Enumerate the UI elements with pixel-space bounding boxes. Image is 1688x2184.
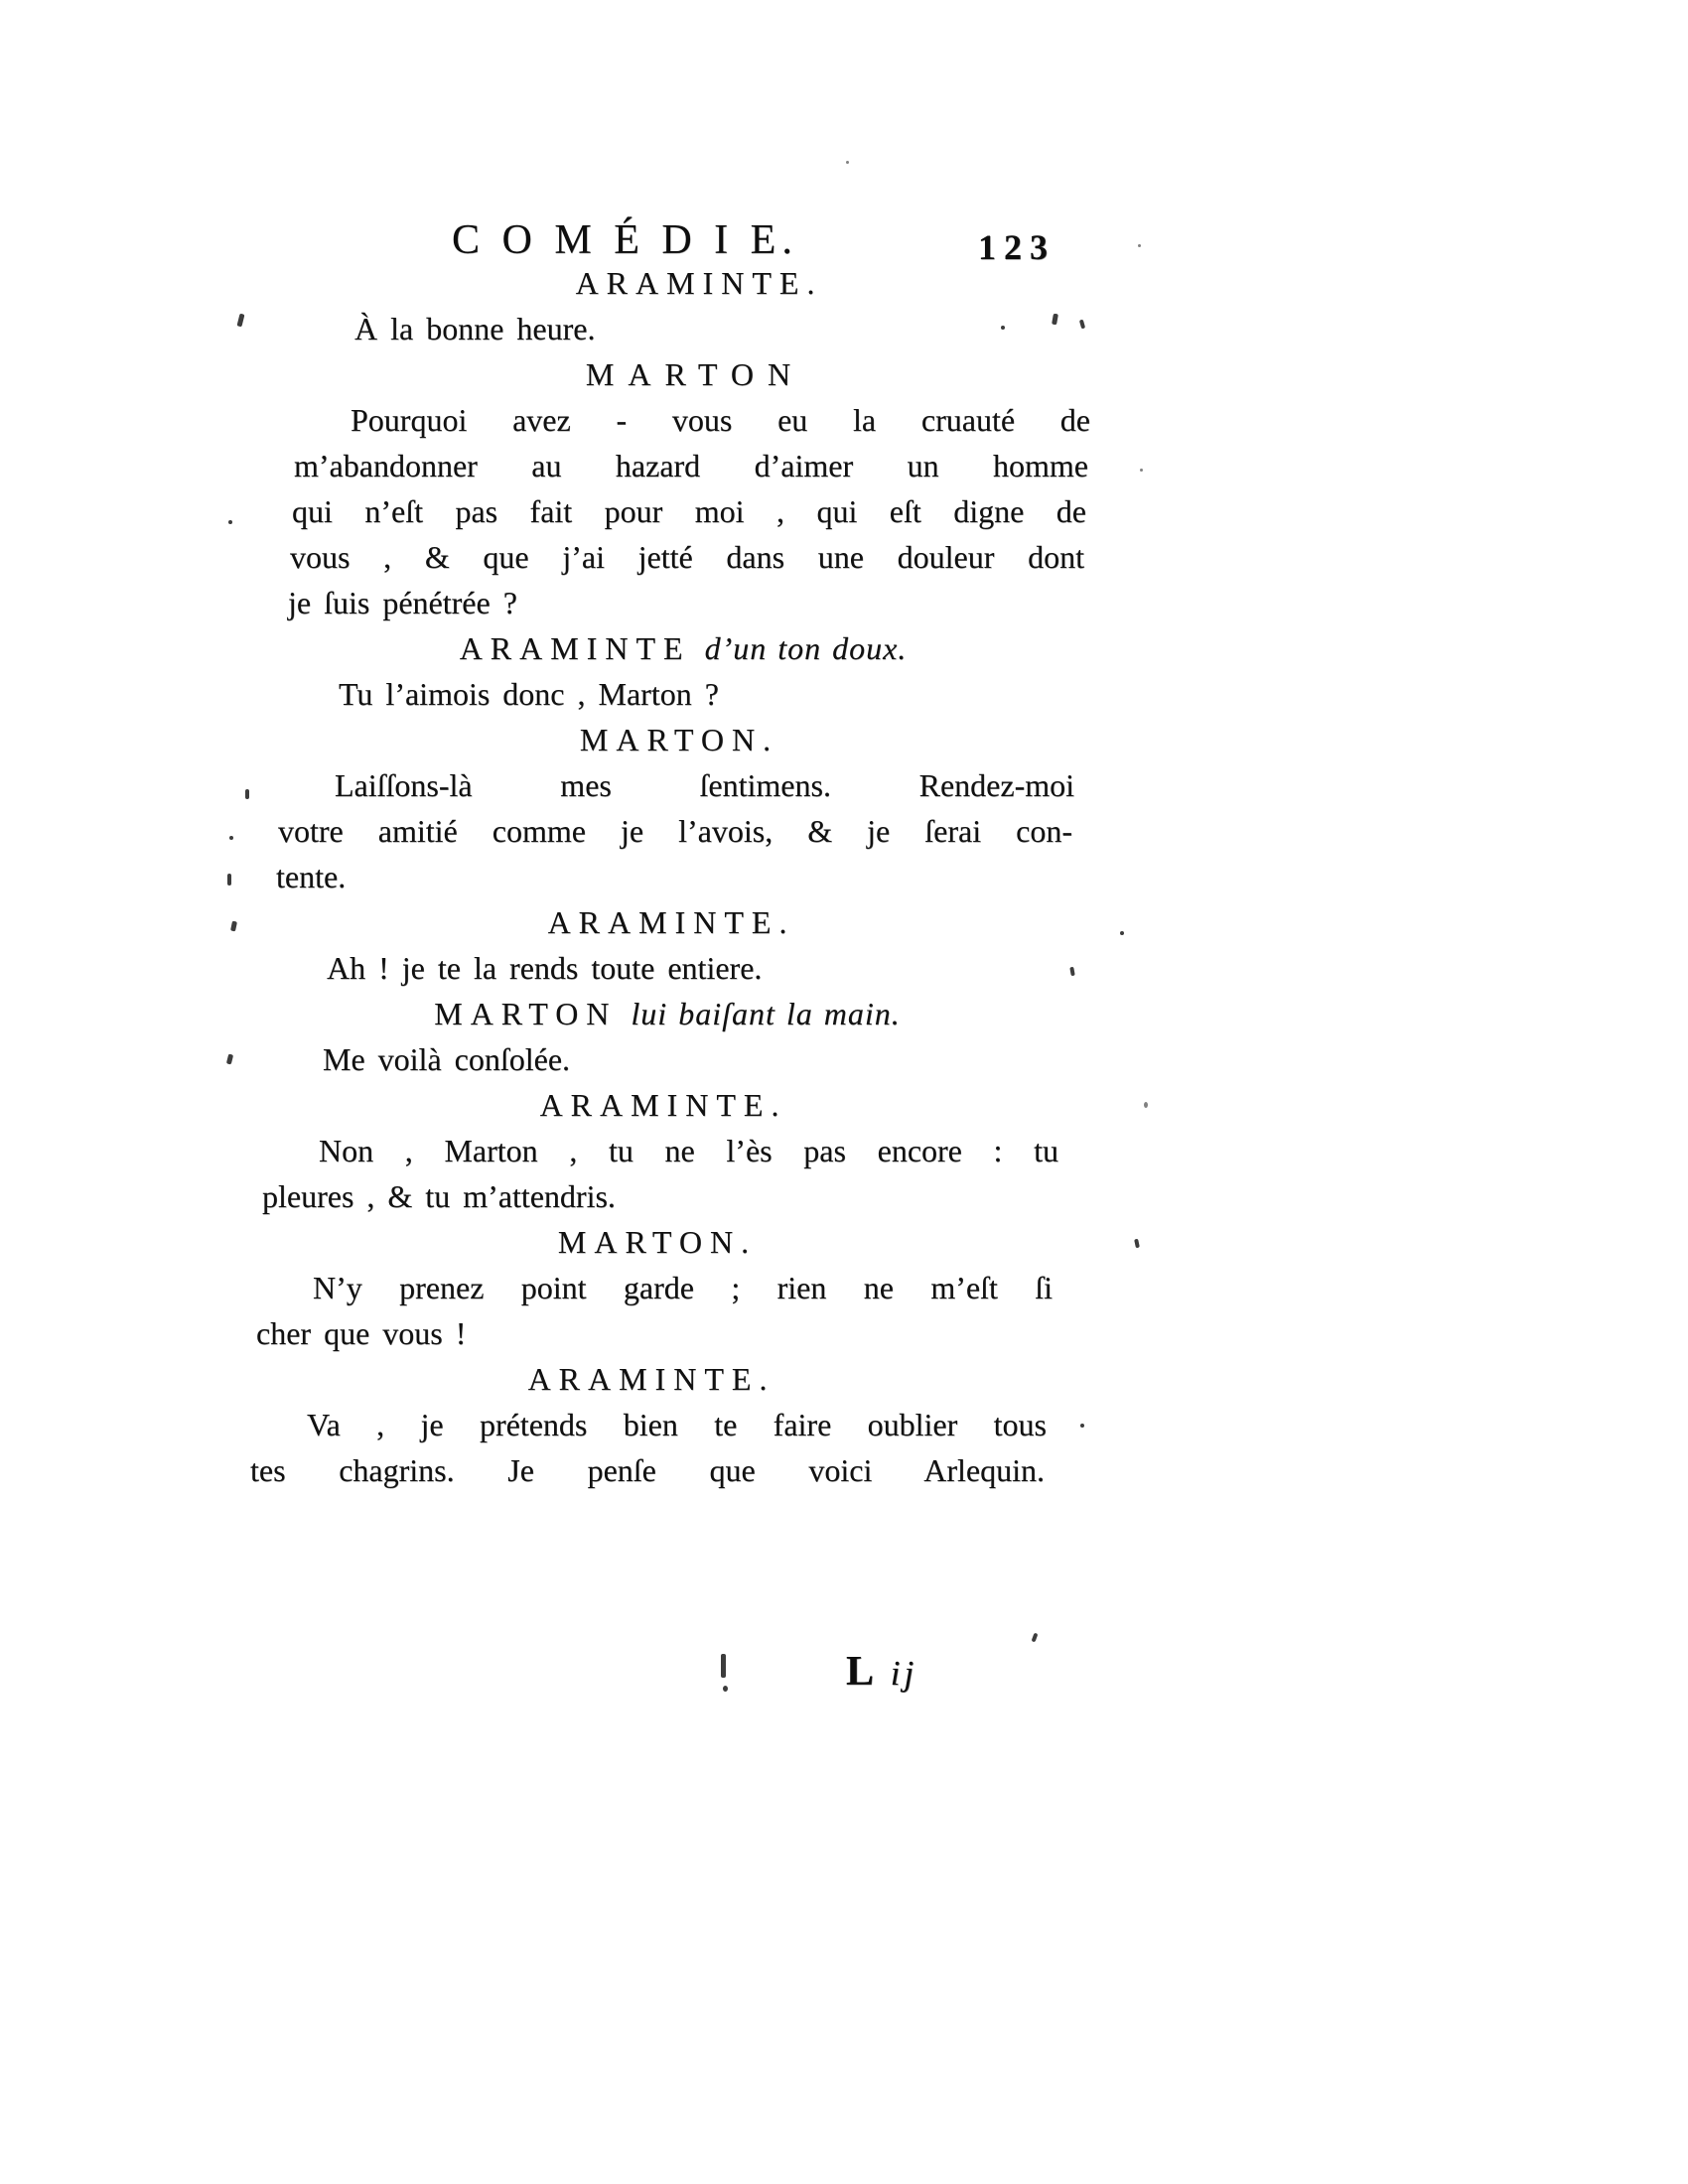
dialogue-line: Me voilà conſolée. bbox=[323, 1041, 571, 1077]
ink-speckle bbox=[1001, 326, 1005, 330]
running-header-title: C O M É D I E. bbox=[452, 217, 798, 263]
speaker-heading: ARAMINTE. bbox=[547, 904, 795, 940]
dialogue-line: m’abandonner au hazard d’aimer un homme bbox=[294, 448, 1088, 483]
speaker-heading: MARTON bbox=[585, 356, 805, 392]
dialogue-line: tente. bbox=[276, 859, 347, 894]
dialogue-line: Laiſſons-là mes ſentimens. Rendez-moi bbox=[335, 767, 1074, 803]
ink-speckle bbox=[245, 789, 249, 799]
dialogue-line: vous , & que j’ai jetté dans une douleur dont bbox=[290, 539, 1084, 575]
dialogue-line: Tu l’aimois donc , Marton ? bbox=[339, 676, 719, 712]
speaker-heading: ARAMINTE. bbox=[575, 265, 823, 301]
dialogue-line: Va , je prétends bien te faire oublier tous bbox=[307, 1407, 1047, 1442]
ink-speckle bbox=[723, 1686, 728, 1692]
ink-speckle bbox=[226, 1054, 233, 1065]
speaker-heading: MARTON. bbox=[579, 722, 779, 757]
dialogue-line: votre amitié comme je l’avois, & je ſerai con- bbox=[278, 813, 1072, 849]
dialogue-line: Non , Marton , tu ne l’ès pas encore : tu bbox=[319, 1133, 1058, 1168]
dialogue-line: tes chagrins. Je penſe que voici Arlequin. bbox=[250, 1452, 1045, 1488]
ink-speckle bbox=[237, 314, 245, 328]
speaker-heading bbox=[270, 991, 1064, 1036]
dialogue-line: N’y prenez point garde ; rien ne m’eſt ſi bbox=[313, 1270, 1053, 1305]
ink-speckle bbox=[846, 161, 849, 164]
ink-speckle bbox=[721, 1654, 726, 1678]
ink-speckle bbox=[1069, 967, 1075, 977]
dialogue-line: cher que vous ! bbox=[256, 1315, 467, 1351]
dialogue-line: Pourquoi avez - vous eu la cruauté de bbox=[351, 402, 1090, 438]
ink-speckle bbox=[1140, 469, 1143, 472]
ink-speckle bbox=[1144, 1102, 1148, 1108]
dialogue-line: je ſuis pénétrée ? bbox=[288, 585, 517, 620]
stage-direction: d’un ton doux. bbox=[704, 630, 908, 666]
ink-speckle bbox=[1138, 244, 1141, 247]
speaker-heading: ARAMINTE. bbox=[527, 1361, 775, 1397]
speaker-heading: MARTON. bbox=[557, 1224, 758, 1260]
ink-speckle bbox=[228, 520, 232, 524]
ink-speckle bbox=[1080, 1424, 1084, 1428]
ink-speckle bbox=[1120, 931, 1124, 935]
ink-speckle bbox=[1134, 1239, 1140, 1249]
speaker-heading bbox=[286, 625, 1080, 671]
speaker-name: ARAMINTE bbox=[459, 630, 691, 666]
speaker-name: MARTON bbox=[434, 996, 618, 1031]
dialogue-line: Ah ! je te la rends toute entiere. bbox=[327, 950, 763, 986]
stage-direction: lui baiſant la main. bbox=[631, 996, 901, 1031]
play-text bbox=[250, 260, 1090, 1493]
page-number: 123 bbox=[978, 227, 1055, 267]
dialogue-line: À la bonne heure. bbox=[354, 311, 596, 346]
ink-speckle bbox=[230, 921, 237, 932]
ink-speckle bbox=[1032, 1633, 1039, 1643]
ink-speckle bbox=[229, 836, 233, 840]
dialogue-line: pleures , & tu m’attendris. bbox=[262, 1178, 616, 1214]
signature-mark: L ij bbox=[846, 1649, 918, 1695]
dialogue-line: qui n’eſt pas fait pour moi , qui eſt digne de bbox=[292, 493, 1086, 529]
ink-speckle bbox=[227, 874, 231, 886]
speaker-heading: ARAMINTE. bbox=[539, 1087, 787, 1123]
